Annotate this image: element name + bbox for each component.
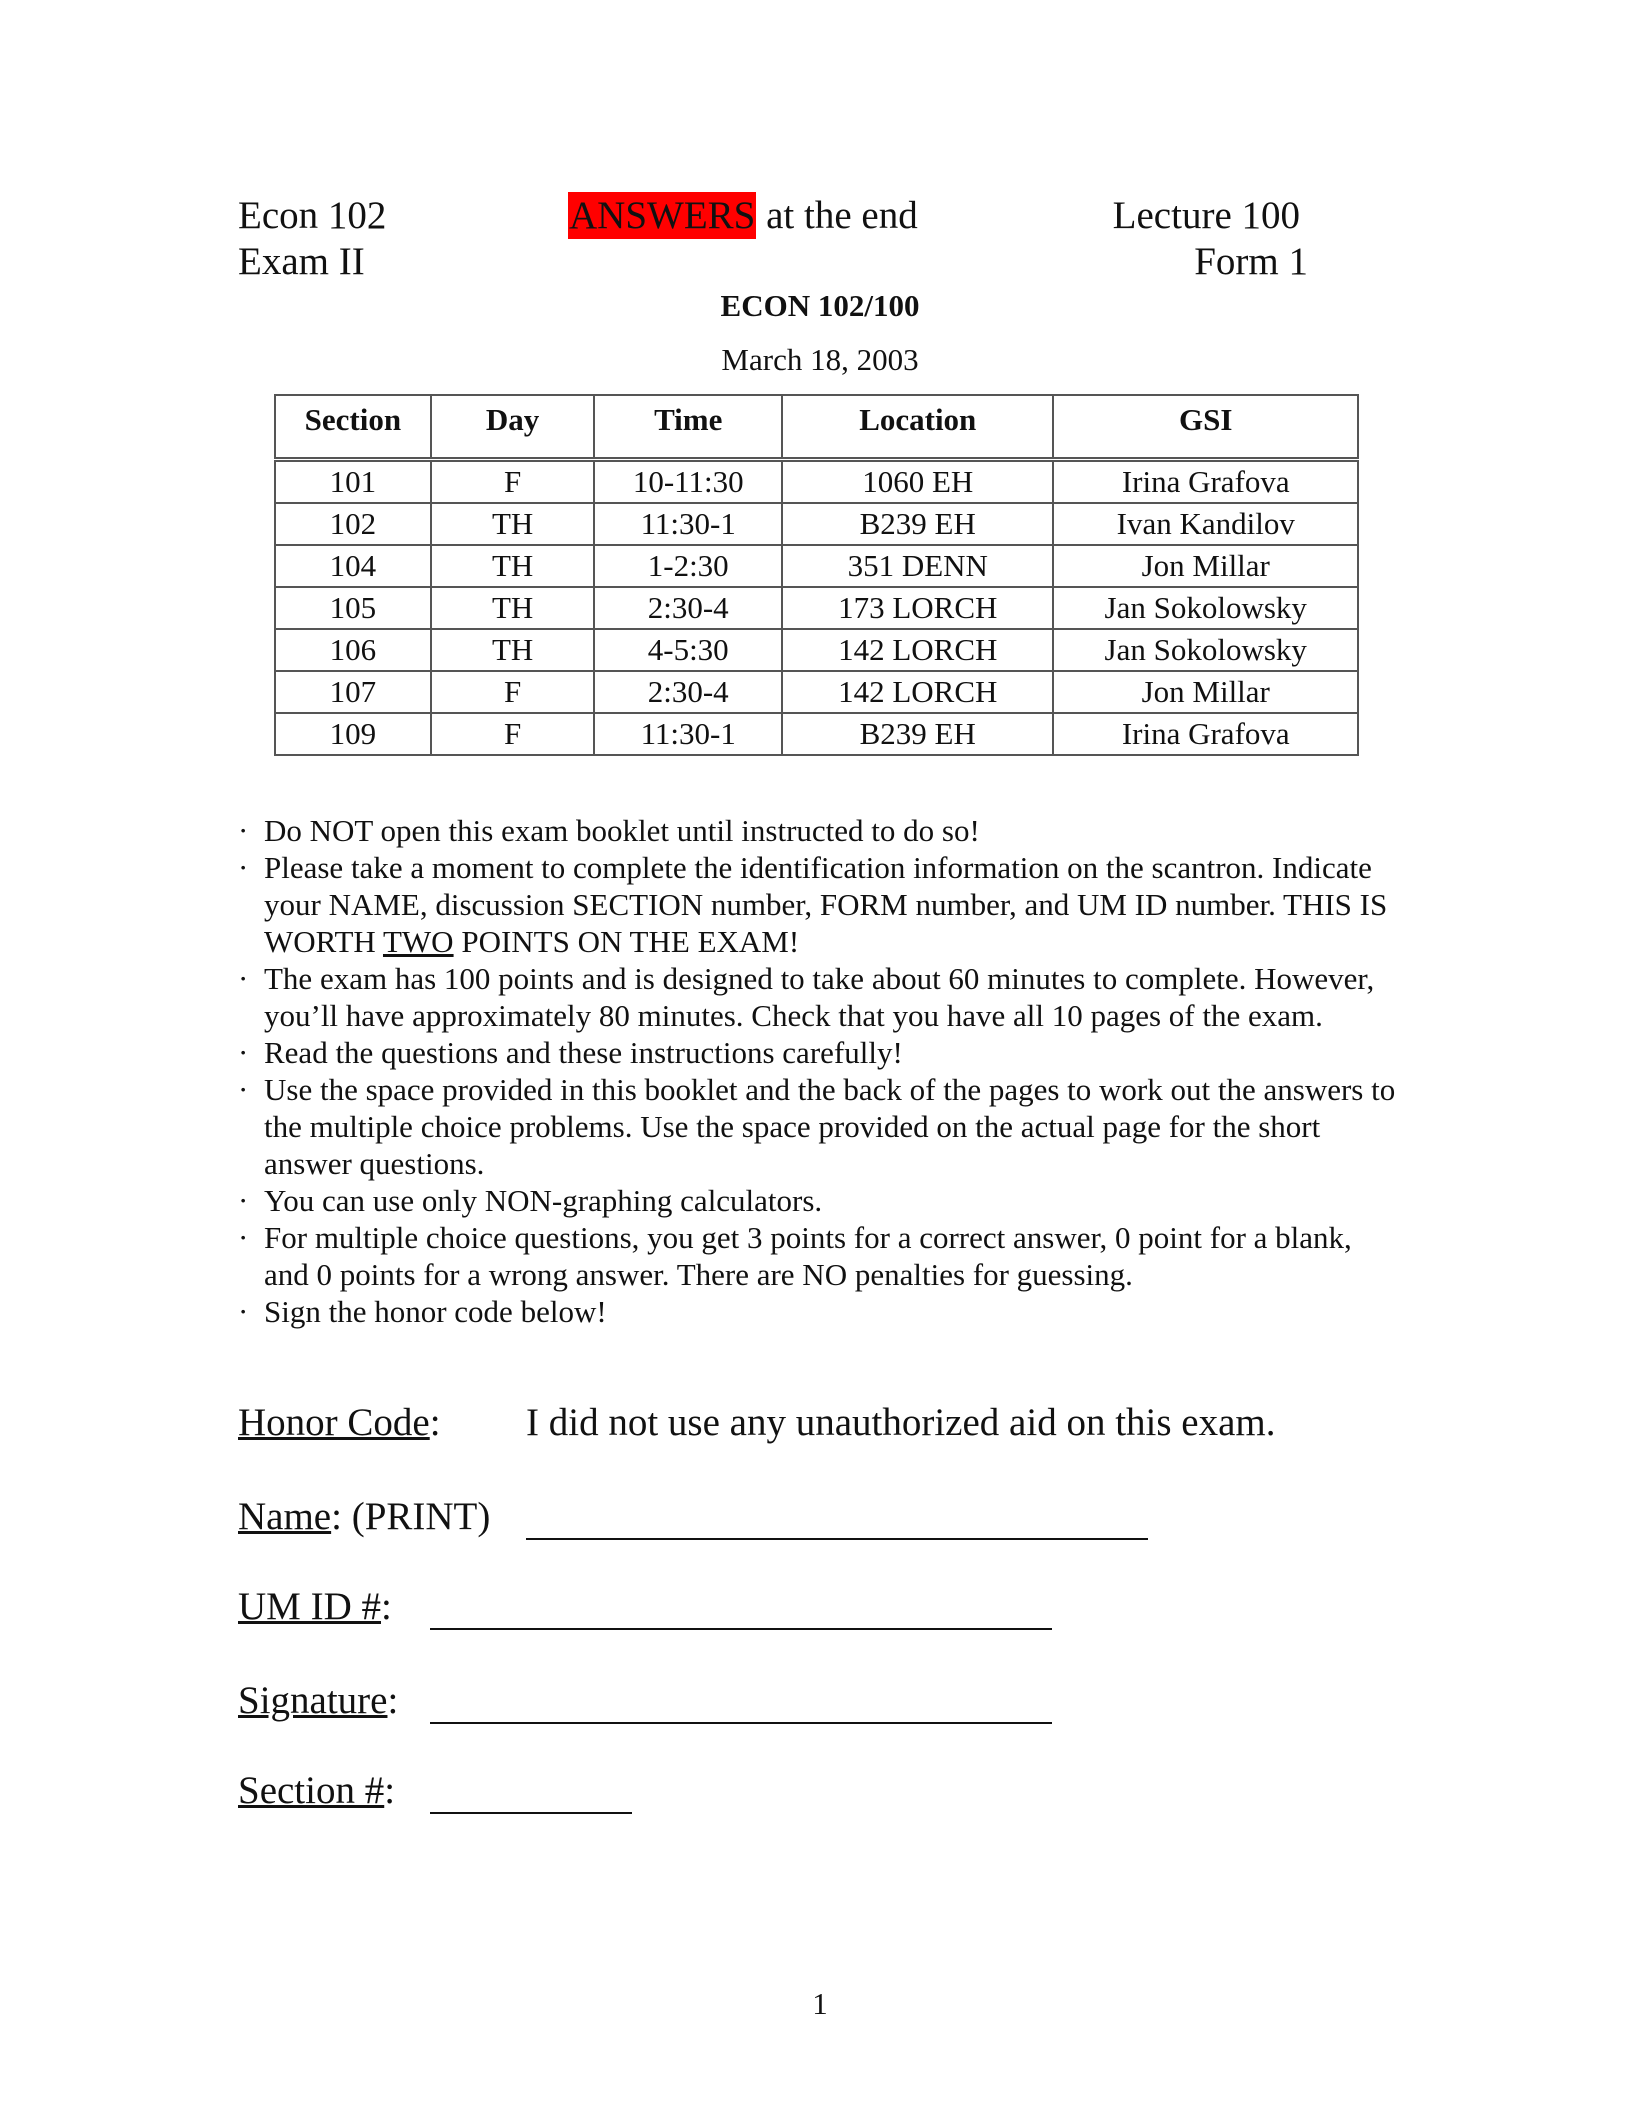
table-cell-time: 2:30-4 <box>594 671 782 713</box>
name-label-suffix: : (PRINT) <box>331 1495 491 1538</box>
instruction-text: Please take a moment to complete the identification information on the scantron. Indicate your NAME, discussion SECTION number, FORM number, and UM ID number. THIS IS WORTH <box>264 850 1388 959</box>
table-cell-time: 11:30-1 <box>594 713 782 755</box>
table-cell-section: 107 <box>275 671 431 713</box>
table-cell-gsi: Jan Sokolowsky <box>1053 629 1358 671</box>
section-label-text: Section # <box>238 1769 385 1812</box>
table-cell-gsi: Irina Grafova <box>1053 713 1358 755</box>
name-blank-line[interactable] <box>526 1538 1148 1540</box>
table-cell-gsi: Jon Millar <box>1053 671 1358 713</box>
bullet-icon: · <box>238 1072 249 1107</box>
exam-date: March 18, 2003 <box>721 342 919 377</box>
bullet-icon: · <box>238 1035 249 1070</box>
section-label-suffix: : <box>384 1769 396 1812</box>
table-cell-section: 101 <box>275 460 431 504</box>
table-row <box>275 460 1358 504</box>
umid-blank-line[interactable] <box>430 1628 1052 1630</box>
table-cell-location: 351 DENN <box>782 545 1053 587</box>
instruction-item <box>238 812 1398 849</box>
instruction-text: Read the questions and these instructions carefully! <box>264 1035 903 1070</box>
instruction-item <box>238 1034 1398 1071</box>
page-number: 1 <box>812 1986 828 2021</box>
section-blank-line[interactable] <box>430 1812 632 1814</box>
instructions-list <box>238 812 1398 1330</box>
table-row <box>275 545 1358 587</box>
instruction-text: Use the space provided in this booklet and the back of the pages to work out the answers to the multiple choice problems. Use the space provided on the actual page for the short answer questions. <box>264 1072 1396 1181</box>
column-header-location: Location <box>782 395 1053 460</box>
table-cell-location: 142 LORCH <box>782 671 1053 713</box>
bullet-icon: · <box>238 850 249 885</box>
answers-highlight: ANSWERS <box>569 194 756 237</box>
instruction-item <box>238 960 1398 1034</box>
instruction-text: The exam has 100 points and is designed to take about 60 minutes to complete. However, you’ll have approximately 80 minutes. Check that you have all 10 pages of the exam. <box>264 961 1375 1033</box>
table-cell-day: TH <box>431 587 595 629</box>
table-cell-section: 102 <box>275 503 431 545</box>
table-cell-section: 104 <box>275 545 431 587</box>
table-cell-time: 4-5:30 <box>594 629 782 671</box>
instruction-item <box>238 1293 1398 1330</box>
instruction-text: POINTS ON THE EXAM! <box>453 924 800 959</box>
instruction-text: Sign the honor code below! <box>264 1294 607 1329</box>
signature-label-text: Signature <box>238 1679 388 1722</box>
exam-label: Exam II <box>238 240 365 283</box>
table-cell-location: 173 LORCH <box>782 587 1053 629</box>
section-schedule-table <box>274 394 1359 756</box>
answers-note-rest: at the end <box>756 194 918 237</box>
section-field-label <box>238 1768 395 1813</box>
umid-label-text: UM ID # <box>238 1585 381 1628</box>
lecture-label: Lecture 100 <box>1112 194 1300 237</box>
instruction-item <box>238 1071 1398 1182</box>
table-cell-time: 1-2:30 <box>594 545 782 587</box>
table-row <box>275 503 1358 545</box>
table-cell-day: F <box>431 460 595 504</box>
table-cell-section: 106 <box>275 629 431 671</box>
course-label: Econ 102 <box>238 194 387 237</box>
document-title: ECON 102/100 <box>720 288 920 323</box>
umid-field-label <box>238 1584 392 1629</box>
table-cell-gsi: Irina Grafova <box>1053 460 1358 504</box>
answers-note <box>568 196 918 235</box>
bullet-icon: · <box>238 1220 249 1255</box>
signature-label-suffix: : <box>387 1679 399 1722</box>
column-header-time: Time <box>594 395 782 460</box>
honor-code-label <box>238 1400 441 1445</box>
table-row <box>275 713 1358 755</box>
table-cell-day: F <box>431 713 595 755</box>
table-cell-section: 105 <box>275 587 431 629</box>
table-cell-time: 11:30-1 <box>594 503 782 545</box>
instruction-item <box>238 1219 1398 1293</box>
column-header-day: Day <box>431 395 595 460</box>
instruction-item <box>238 849 1398 960</box>
signature-field-label <box>238 1678 398 1723</box>
table-cell-time: 10-11:30 <box>594 460 782 504</box>
table-cell-time: 2:30-4 <box>594 587 782 629</box>
table-cell-location: 1060 EH <box>782 460 1053 504</box>
table-row <box>275 587 1358 629</box>
table-cell-location: B239 EH <box>782 713 1053 755</box>
bullet-icon: · <box>238 1183 249 1218</box>
table-cell-day: TH <box>431 545 595 587</box>
instruction-text: For multiple choice questions, you get 3 points for a correct answer, 0 point for a blank, and 0 points for a wrong answer. There are NO penalties for guessing. <box>264 1220 1352 1292</box>
instruction-text: Do NOT open this exam booklet until instructed to do so! <box>264 813 980 848</box>
bullet-icon: · <box>238 1294 249 1329</box>
table-cell-location: B239 EH <box>782 503 1053 545</box>
table-cell-day: TH <box>431 629 595 671</box>
bullet-icon: · <box>238 813 249 848</box>
honor-code-label-text: Honor Code <box>238 1401 430 1444</box>
name-field-label <box>238 1494 490 1539</box>
table-cell-day: F <box>431 671 595 713</box>
column-header-section: Section <box>275 395 431 460</box>
table-cell-gsi: Jon Millar <box>1053 545 1358 587</box>
column-header-gsi: GSI <box>1053 395 1358 460</box>
table-cell-section: 109 <box>275 713 431 755</box>
bullet-icon: · <box>238 961 249 996</box>
table-header-row <box>275 395 1358 460</box>
name-label-text: Name <box>238 1495 332 1538</box>
table-row <box>275 671 1358 713</box>
table-cell-gsi: Ivan Kandilov <box>1053 503 1358 545</box>
umid-label-suffix: : <box>381 1585 392 1628</box>
form-label: Form 1 <box>1194 240 1308 283</box>
table-row <box>275 629 1358 671</box>
instruction-emphasis: TWO <box>382 924 454 959</box>
signature-blank-line[interactable] <box>430 1722 1052 1724</box>
honor-code-statement: I did not use any unauthorized aid on this exam. <box>526 1401 1276 1444</box>
instruction-item <box>238 1182 1398 1219</box>
instruction-text: You can use only NON-graphing calculators. <box>264 1183 823 1218</box>
table-cell-day: TH <box>431 503 595 545</box>
table-cell-location: 142 LORCH <box>782 629 1053 671</box>
honor-code-colon: : <box>429 1401 441 1444</box>
table-cell-gsi: Jan Sokolowsky <box>1053 587 1358 629</box>
